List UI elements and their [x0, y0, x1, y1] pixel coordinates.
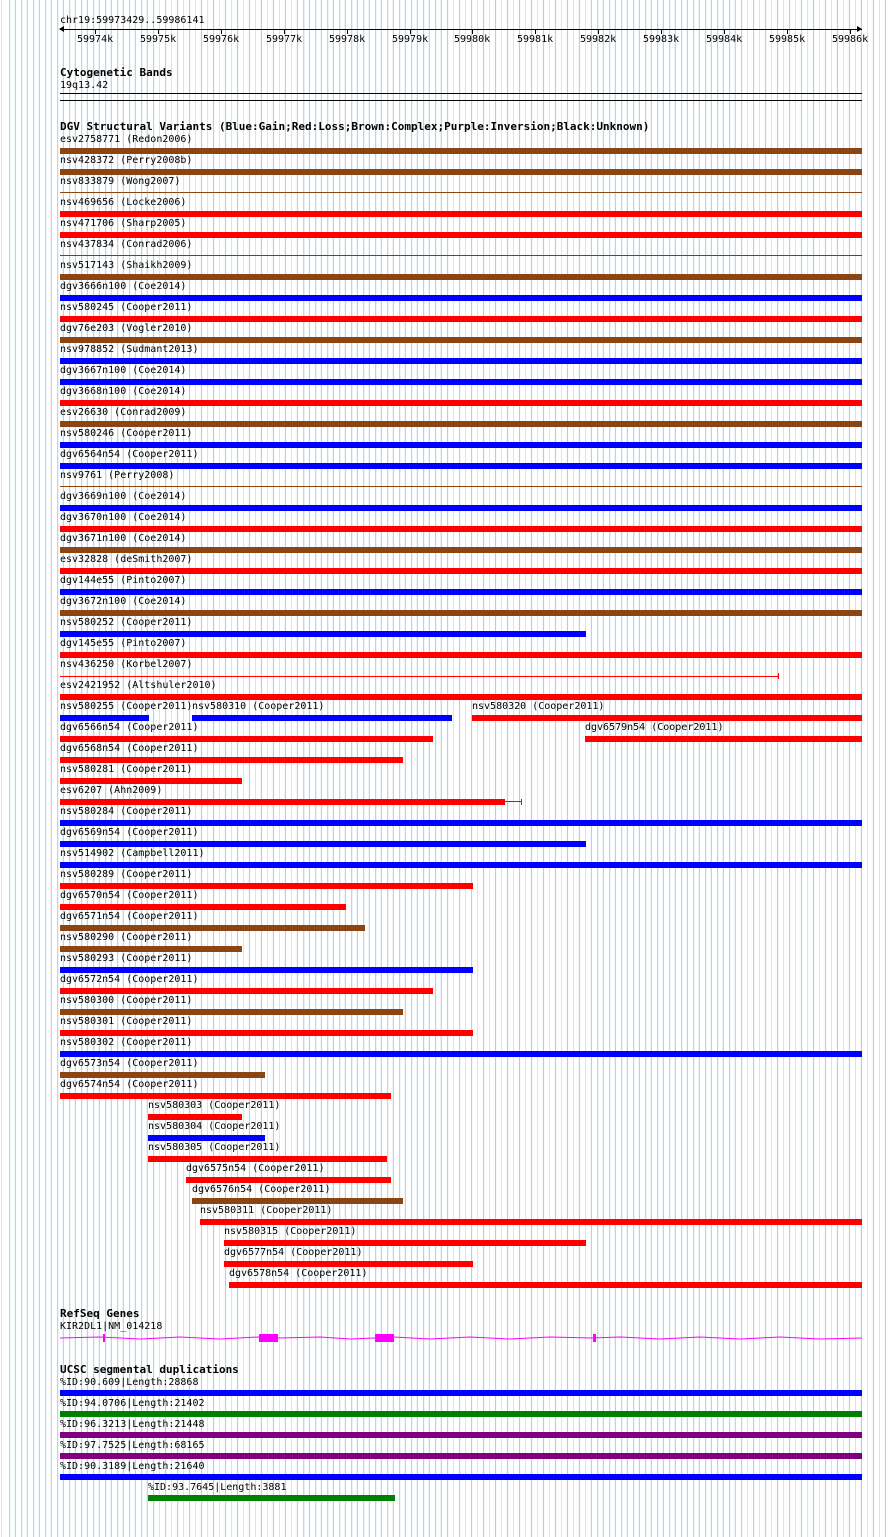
dgv-feature-label[interactable]: dgv3671n100 (Coe2014)	[60, 533, 187, 544]
dgv-feature-label[interactable]: nsv580311 (Cooper2011)	[200, 1205, 333, 1216]
dgv-feature-label[interactable]: nsv580290 (Cooper2011)	[60, 932, 193, 943]
dgv-feature-label[interactable]: dgv6570n54 (Cooper2011)	[60, 890, 199, 901]
dgv-feature-label[interactable]: dgv6574n54 (Cooper2011)	[60, 1079, 199, 1090]
dgv-feature-label[interactable]: dgv6572n54 (Cooper2011)	[60, 974, 199, 985]
dgv-feature-bar[interactable]	[60, 757, 403, 763]
dgv-feature-label[interactable]: nsv580281 (Cooper2011)	[60, 764, 193, 775]
dgv-feature-bar[interactable]	[60, 547, 862, 553]
dgv-feature-bar[interactable]	[60, 211, 862, 217]
segdup-feature-bar[interactable]	[60, 1474, 862, 1480]
dgv-feature-bar[interactable]	[60, 232, 862, 238]
ruler-tick-label: 59982k	[580, 34, 617, 45]
dgv-feature-label[interactable]: nsv580293 (Cooper2011)	[60, 953, 193, 964]
ruler-tick-label: 59979k	[392, 34, 429, 45]
ruler-tick-label: 59985k	[769, 34, 806, 45]
dgv-feature-end-cap	[778, 673, 779, 679]
segdup-feature-label[interactable]: %ID:94.0706|Length:21402	[60, 1398, 205, 1409]
ruler-tick-label: 59975k	[140, 34, 177, 45]
ruler-tick-label: 59984k	[706, 34, 743, 45]
dgv-feature-label[interactable]: dgv3672n100 (Coe2014)	[60, 596, 187, 607]
dgv-feature-bar[interactable]	[60, 799, 505, 805]
gene-exon-1	[103, 1334, 105, 1342]
dgv-feature-bar[interactable]	[60, 736, 433, 742]
segdup-feature-bar[interactable]	[60, 1432, 862, 1438]
dgv-feature-label[interactable]: nsv517143 (Shaikh2009)	[60, 260, 193, 271]
dgv-feature-bar[interactable]	[186, 1177, 391, 1183]
dgv-feature-bar[interactable]	[60, 988, 433, 994]
dgv-feature-label[interactable]: nsv580289 (Cooper2011)	[60, 869, 193, 880]
ruler-axis	[60, 29, 862, 30]
ruler-tick-label: 59983k	[643, 34, 680, 45]
dgv-feature-label[interactable]: dgv6575n54 (Cooper2011)	[186, 1163, 325, 1174]
cytoband-track-title[interactable]: Cytogenetic Bands	[60, 66, 173, 79]
dgv-feature-bar[interactable]	[60, 610, 862, 616]
dgv-feature-label[interactable]: esv32828 (deSmith2007)	[60, 554, 193, 565]
dgv-feature-bar[interactable]	[60, 358, 862, 364]
dgv-feature-end-cap	[521, 799, 522, 805]
dgv-feature-bar[interactable]	[148, 1135, 265, 1141]
dgv-feature-bar[interactable]	[60, 442, 862, 448]
dgv-feature-label[interactable]: dgv6576n54 (Cooper2011)	[192, 1184, 331, 1195]
dgv-feature-label[interactable]: dgv76e203 (Vogler2010)	[60, 323, 193, 334]
dgv-feature-label[interactable]: dgv6569n54 (Cooper2011)	[60, 827, 199, 838]
segdup-feature-bar[interactable]	[60, 1453, 862, 1459]
dgv-feature-label[interactable]: nsv580302 (Cooper2011)	[60, 1037, 193, 1048]
ruler-tick-label: 59981k	[517, 34, 554, 45]
dgv-feature-label[interactable]: nsv580303 (Cooper2011)	[148, 1100, 281, 1111]
dgv-feature-bar[interactable]	[60, 1093, 391, 1099]
dgv-feature-label[interactable]: nsv580255 (Cooper2011)	[60, 701, 193, 712]
dgv-feature-label[interactable]: nsv580300 (Cooper2011)	[60, 995, 193, 1006]
dgv-feature-bar[interactable]	[192, 1198, 403, 1204]
dgv-feature-label[interactable]: esv2421952 (Altshuler2010)	[60, 680, 217, 691]
dgv-feature-bar[interactable]	[192, 715, 452, 721]
dgv-feature-bar[interactable]	[60, 337, 862, 343]
ruler-tick-label: 59976k	[203, 34, 240, 45]
dgv-feature-bar[interactable]	[60, 904, 346, 910]
ruler-tick-label: 59974k	[77, 34, 114, 45]
dgv-feature-bar[interactable]	[60, 169, 862, 175]
dgv-feature-bar[interactable]	[60, 255, 862, 256]
dgv-feature-label[interactable]: nsv428372 (Perry2008b)	[60, 155, 193, 166]
dgv-feature-bar[interactable]	[60, 676, 778, 677]
ruler-right-arrow	[857, 26, 862, 32]
dgv-feature-bar[interactable]	[60, 652, 862, 658]
ruler-location: chr19:59973429..59986141	[60, 15, 205, 26]
dgv-feature-label[interactable]: dgv6578n54 (Cooper2011)	[229, 1268, 368, 1279]
segdup-feature-bar[interactable]	[60, 1411, 862, 1417]
segdup-feature-label[interactable]: %ID:97.7525|Length:68165	[60, 1440, 205, 1451]
refseq-gene-label: KIR2DL1|NM_014218	[60, 1321, 163, 1332]
dgv-feature-label[interactable]: nsv580304 (Cooper2011)	[148, 1121, 281, 1132]
dgv-feature-label[interactable]: dgv6571n54 (Cooper2011)	[60, 911, 199, 922]
dgv-feature-label[interactable]: nsv469656 (Locke2006)	[60, 197, 187, 208]
dgv-feature-bar[interactable]	[60, 862, 862, 868]
dgv-feature-bar[interactable]	[60, 463, 862, 469]
dgv-feature-label[interactable]: nsv580252 (Cooper2011)	[60, 617, 193, 628]
dgv-feature-label[interactable]: dgv145e55 (Pinto2007)	[60, 638, 187, 649]
dgv-feature-label[interactable]: dgv6564n54 (Cooper2011)	[60, 449, 199, 460]
segdup-feature-bar[interactable]	[60, 1390, 862, 1396]
dgv-feature-bar[interactable]	[148, 1114, 242, 1120]
dgv-feature-extension	[505, 801, 521, 802]
dgv-feature-label[interactable]: dgv3670n100 (Coe2014)	[60, 512, 187, 523]
cytoband-line-top	[60, 93, 862, 94]
dgv-track-title[interactable]: DGV Structural Variants (Blue:Gain;Red:Loss;Brown:Complex;Purple:Inversion;Black:Unknown)	[60, 120, 650, 133]
dgv-feature-label[interactable]: nsv437834 (Conrad2006)	[60, 239, 193, 250]
gene-intron-line	[60, 1337, 862, 1339]
dgv-feature-bar[interactable]	[472, 715, 862, 721]
ruler-tick-label: 59980k	[454, 34, 491, 45]
dgv-feature-bar[interactable]	[60, 715, 149, 721]
dgv-feature-label[interactable]: nsv580284 (Cooper2011)	[60, 806, 193, 817]
dgv-feature-label[interactable]: nsv9761 (Perry2008)	[60, 470, 175, 481]
dgv-feature-label[interactable]: dgv6577n54 (Cooper2011)	[224, 1247, 363, 1258]
dgv-feature-bar[interactable]	[60, 568, 862, 574]
segdup-feature-label[interactable]: %ID:96.3213|Length:21448	[60, 1419, 205, 1430]
dgv-feature-label[interactable]: nsv471706 (Sharp2005)	[60, 218, 187, 229]
gene-exon-3	[375, 1334, 394, 1342]
dgv-feature-bar[interactable]	[60, 946, 242, 952]
dgv-feature-label[interactable]: nsv580246 (Cooper2011)	[60, 428, 193, 439]
dgv-feature-label[interactable]: dgv6568n54 (Cooper2011)	[60, 743, 199, 754]
segdup-feature-label[interactable]: %ID:90.3189|Length:21640	[60, 1461, 205, 1472]
dgv-feature-label[interactable]: dgv3667n100 (Coe2014)	[60, 365, 187, 376]
dgv-feature-bar[interactable]	[60, 1072, 265, 1078]
refseq-gene-model[interactable]	[0, 1330, 890, 1346]
dgv-feature-label[interactable]: esv26630 (Conrad2009)	[60, 407, 187, 418]
dgv-feature-label[interactable]: nsv580320 (Cooper2011)	[472, 701, 605, 712]
dgv-feature-bar[interactable]	[60, 1051, 862, 1057]
dgv-feature-label[interactable]: dgv3668n100 (Coe2014)	[60, 386, 187, 397]
dgv-feature-label[interactable]: nsv978852 (Sudmant2013)	[60, 344, 199, 355]
dgv-feature-bar[interactable]	[60, 1030, 473, 1036]
refseq-track-title[interactable]: RefSeq Genes	[60, 1307, 140, 1320]
dgv-feature-label[interactable]: nsv580305 (Cooper2011)	[148, 1142, 281, 1153]
dgv-feature-bar[interactable]	[200, 1219, 862, 1225]
dgv-feature-bar[interactable]	[224, 1240, 586, 1246]
segdup-track-title[interactable]: UCSC segmental duplications	[60, 1363, 239, 1376]
cytoband-line-bottom	[60, 100, 862, 101]
dgv-feature-label[interactable]: dgv6566n54 (Cooper2011)	[60, 722, 199, 733]
dgv-feature-bar[interactable]	[229, 1282, 862, 1288]
dgv-feature-label[interactable]: dgv3666n100 (Coe2014)	[60, 281, 187, 292]
dgv-feature-label[interactable]: dgv6579n54 (Cooper2011)	[585, 722, 724, 733]
dgv-feature-bar[interactable]	[60, 400, 862, 406]
ruler-tick-label: 59978k	[329, 34, 366, 45]
segdup-feature-label[interactable]: %ID:90.609|Length:28868	[60, 1377, 199, 1388]
dgv-feature-label[interactable]: dgv144e55 (Pinto2007)	[60, 575, 187, 586]
dgv-feature-label[interactable]: dgv3669n100 (Coe2014)	[60, 491, 187, 502]
dgv-feature-bar[interactable]	[60, 841, 586, 847]
segdup-feature-label[interactable]: %ID:93.7645|Length:3881	[148, 1482, 287, 1493]
dgv-feature-label[interactable]: nsv580245 (Cooper2011)	[60, 302, 193, 313]
dgv-feature-label[interactable]: nsv580315 (Cooper2011)	[224, 1226, 357, 1237]
dgv-feature-bar[interactable]	[60, 1009, 403, 1015]
dgv-feature-label[interactable]: esv2758771 (Redon2006)	[60, 134, 193, 145]
dgv-feature-bar[interactable]	[60, 316, 862, 322]
dgv-feature-bar[interactable]	[60, 192, 862, 193]
dgv-feature-bar[interactable]	[60, 274, 862, 280]
cytoband-label: 19q13.42	[60, 80, 109, 91]
dgv-feature-label[interactable]: nsv580301 (Cooper2011)	[60, 1016, 193, 1027]
dgv-feature-bar[interactable]	[60, 526, 862, 532]
dgv-feature-label[interactable]: dgv6573n54 (Cooper2011)	[60, 1058, 199, 1069]
dgv-feature-bar[interactable]	[60, 925, 365, 931]
segdup-feature-bar[interactable]	[148, 1495, 395, 1501]
dgv-feature-bar[interactable]	[60, 820, 862, 826]
ruler-tick-label: 59986k	[832, 34, 869, 45]
gene-exon-4	[593, 1334, 596, 1342]
dgv-feature-label[interactable]: esv6207 (Ahn2009)	[60, 785, 163, 796]
dgv-feature-label[interactable]: nsv580310 (Cooper2011)	[192, 701, 325, 712]
dgv-feature-bar[interactable]	[60, 505, 862, 511]
dgv-feature-label[interactable]: nsv436250 (Korbel2007)	[60, 659, 193, 670]
dgv-feature-bar[interactable]	[60, 883, 473, 889]
dgv-feature-label[interactable]: nsv833879 (Wong2007)	[60, 176, 181, 187]
dgv-feature-bar[interactable]	[60, 295, 862, 301]
dgv-feature-bar[interactable]	[60, 421, 862, 427]
dgv-feature-label[interactable]: nsv514902 (Campbell2011)	[60, 848, 205, 859]
dgv-feature-bar[interactable]	[60, 379, 862, 385]
dgv-feature-bar[interactable]	[60, 589, 862, 595]
dgv-feature-bar[interactable]	[60, 694, 862, 700]
dgv-feature-bar[interactable]	[148, 1156, 387, 1162]
dgv-feature-bar[interactable]	[60, 631, 586, 637]
ruler-left-arrow	[59, 26, 64, 32]
dgv-feature-bar[interactable]	[60, 967, 473, 973]
dgv-feature-bar[interactable]	[60, 778, 242, 784]
dgv-feature-bar[interactable]	[585, 736, 862, 742]
dgv-feature-bar[interactable]	[60, 148, 862, 154]
gene-exon-2	[259, 1334, 278, 1342]
dgv-feature-bar[interactable]	[60, 486, 862, 487]
ruler-tick-label: 59977k	[266, 34, 303, 45]
dgv-feature-bar[interactable]	[224, 1261, 473, 1267]
